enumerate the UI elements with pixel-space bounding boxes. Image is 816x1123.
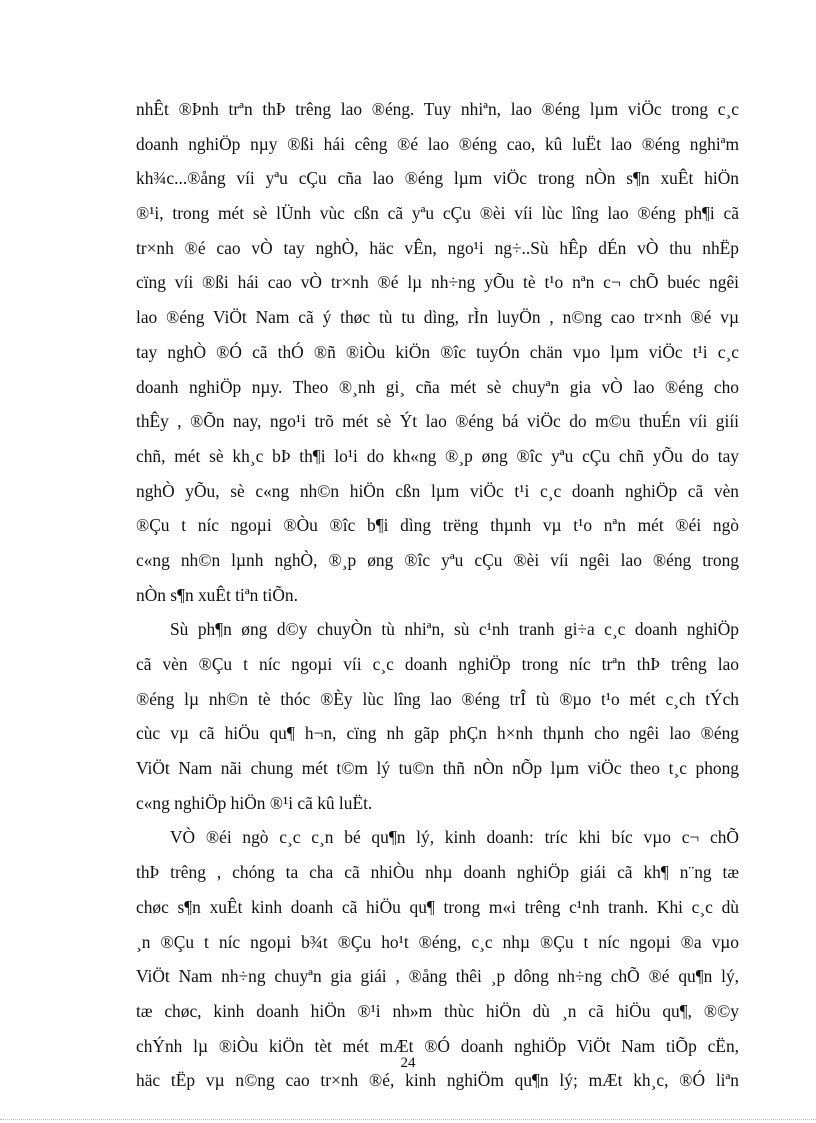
text-line: ®Çu t níc ngoµi ®Òu ®îc b¶i dìng trëng thµnh vµ t¹o nªn mét ®éi ngò xyxy=(136,515,739,536)
text-line: ViÖt Nam nãi chung mét t©m lý tu©n thñ nÒn nÕp lµm viÖc theo t¸c phong xyxy=(136,758,739,779)
text-line: thÊy , ®Õn nay, ngo¹i trõ mét sè Ýt lao ®éng bá viÖc do m©u thuÉn víi giíi xyxy=(136,411,739,432)
text-line: ¸n ®Çu t níc ngoµi b¾t ®Çu ho¹t ®éng, c¸c nhµ ®Çu t níc ngoµi ®a vµo xyxy=(136,931,739,952)
text-line: häc tËp vµ n©ng cao tr×nh ®é, kinh nghiÖm qu¶n lý; mÆt kh¸c, ®Ó liªn xyxy=(136,1070,739,1091)
text-line: VÒ ®éi ngò c¸c c¸n bé qu¶n lý, kinh doanh: tríc khi bíc vµo c¬ chÕ xyxy=(170,827,739,848)
paragraph-1 xyxy=(136,92,739,612)
text-line: cã vèn ®Çu t níc ngoµi víi c¸c doanh nghiÖp trong níc trªn thÞ trêng lao xyxy=(136,654,739,674)
text-line: thÞ trêng , chóng ta cha cã nhiÒu nhµ doanh nghiÖp giái cã kh¶ n¨ng tæ xyxy=(136,862,739,883)
text-line: c«ng nh©n lµnh nghÒ, ®¸p øng ®îc yªu cÇu ®èi víi ngêi lao ®éng trong xyxy=(136,549,739,570)
text-line: cïng víi ®ßi hái cao vÒ tr×nh ®é lµ nh÷ng yÕu tè t¹o nªn c¬ chÕ buéc ngêi xyxy=(136,272,739,293)
text-line: chøc s¶n xuÊt kinh doanh cã hiÖu qu¶ trong m«i trêng c¹nh tranh. Khi c¸c dù xyxy=(136,896,739,917)
text-line: chñ, mét sè kh¸c bÞ th¶i lo¹i do kh«ng ®¸p øng ®îc yªu cÇu chñ yÕu do tay xyxy=(136,445,739,466)
text-line: tæ chøc, kinh doanh hiÖn ®¹i nh»m thùc hiÖn dù ¸n cã hiÖu qu¶, ®©y xyxy=(136,1000,739,1021)
text-line: nghÒ yÕu, sè c«ng nh©n hiÖn cßn lµm viÖc t¹i c¸c doanh nghiÖp cã vèn xyxy=(136,480,739,501)
text-line: nhÊt ®Þnh trªn thÞ trêng lao ®éng. Tuy nhiªn, lao ®éng lµm viÖc trong c¸c xyxy=(136,99,739,119)
text-line: c«ng nghiÖp hiÖn ®¹i cã kû luËt. xyxy=(136,792,373,813)
text-line: nÒn s¶n xuÊt tiªn tiÕn. xyxy=(136,584,298,605)
text-line: doanh nghiÖp nµy ®ßi hái cêng ®é lao ®éng cao, kû luËt lao ®éng nghiªm xyxy=(136,133,739,154)
text-line: ®éng lµ nh©n tè thóc ®Èy lùc lîng lao ®éng trÎ tù ®µo t¹o mét c¸ch tÝch xyxy=(136,688,739,709)
text-line: Sù ph¶n øng d©y chuyÒn tù nhiªn, sù c¹nh tranh gi÷a c¸c doanh nghiÖp xyxy=(170,619,739,640)
text-line: tay nghÒ ®Ó cã thÓ ®ñ ®iÒu kiÖn ®îc tuyÓn chän vµo lµm viÖc t¹i c¸c xyxy=(136,341,739,362)
document-body xyxy=(136,92,739,1098)
page-number: 24 xyxy=(400,1055,416,1071)
text-line: doanh nghiÖp nµy. Theo ®¸nh gi¸ cña mét sè chuyªn gia vÒ lao ®éng cho xyxy=(136,376,739,397)
text-line: kh¾c...®ång víi yªu cÇu cña lao ®éng lµm viÖc trong nÒn s¶n xuÊt hiÖn xyxy=(136,168,739,189)
text-line: chÝnh lµ ®iÒu kiÖn tèt mét mÆt ®Ó doanh nghiÖp ViÖt Nam tiÕp cËn, xyxy=(136,1035,739,1056)
text-line: ®¹i, trong mét sè lÜnh vùc cßn cã yªu cÇu ®èi víi lùc lîng lao ®éng ph¶i cã xyxy=(136,203,739,224)
text-line: lao ®éng ViÖt Nam cã ý thøc tù tu dìng, rÌn luyÖn , n©ng cao tr×nh ®é vµ xyxy=(136,307,739,328)
text-line: cùc vµ cã hiÖu qu¶ h¬n, cïng nh gãp phÇn h×nh thµnh cho ngêi lao ®éng xyxy=(136,723,739,744)
text-line: tr×nh ®é cao vÒ tay nghÒ, häc vÊn, ngo¹i ng÷..Sù hÊp dÉn vÒ thu nhËp xyxy=(136,237,739,258)
paragraph-2 xyxy=(136,612,739,820)
text-line: ViÖt Nam nh÷ng chuyªn gia giái , ®ång thêi ¸p dông nh÷ng chÕ ®é qu¶n lý, xyxy=(136,966,739,987)
page-bottom-divider xyxy=(0,1119,816,1120)
